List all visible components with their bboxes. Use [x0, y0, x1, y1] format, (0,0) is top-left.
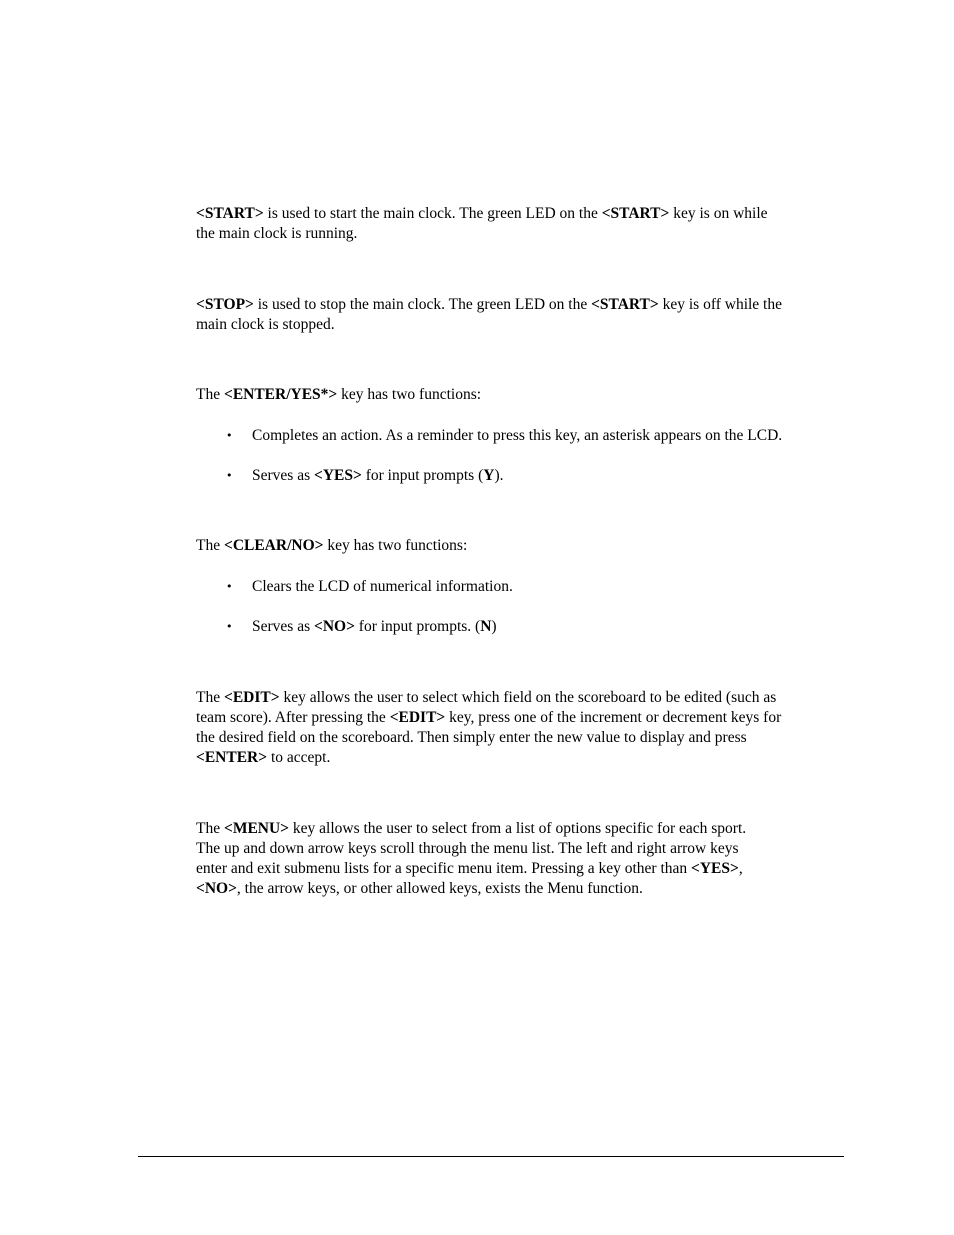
key-start: <START>: [591, 296, 659, 313]
key-clear-no: <CLEAR/NO>: [223, 537, 324, 554]
key-menu: <MENU>: [223, 820, 290, 837]
key-start: <START>: [196, 205, 264, 222]
key-no: <NO>: [314, 618, 355, 635]
key-edit: <EDIT>: [223, 689, 280, 706]
key-enter-yes: <ENTER/YES*>: [223, 386, 338, 403]
key-stop: <STOP>: [196, 296, 254, 313]
start-key-paragraph: <START> is used to start the main clock. The green LED on the <START> key is on while the main clock is running.: [196, 205, 768, 242]
key-no: <NO>: [196, 880, 237, 897]
clear-key-paragraph: The <CLEAR/NO> key has two functions:: [196, 537, 468, 554]
enter-key-paragraph: The <ENTER/YES*> key has two functions:: [196, 386, 482, 403]
footer-divider: [138, 1156, 844, 1157]
bullet-icon: •: [226, 580, 233, 593]
key-yes: <YES>: [691, 860, 739, 877]
stop-key-paragraph: <STOP> is used to stop the main clock. The green LED on the <START> key is off while the main clock is stopped.: [196, 296, 782, 333]
menu-key-paragraph: The <MENU> key allows the user to select from a list of options specific for each sport. The up and down arrow keys scroll through the menu list. The left and right arrow keys enter and exit submenu lists for a specific menu item. Pressing a key other than <YES>, <NO>, the arrow keys, or other allowed keys, exists the Menu function.: [196, 820, 747, 897]
key-enter: <ENTER>: [196, 749, 268, 766]
bullet-icon: •: [226, 429, 233, 442]
key-start: <START>: [601, 205, 670, 222]
edit-key-paragraph: The <EDIT> key allows the user to select which field on the scoreboard to be edited (such as team score). After pressing the <EDIT> key, press one of the increment or decrement keys for the desired field on the scoreboard. Then simply enter the new value to display and press <ENTER> to accept.: [196, 689, 782, 766]
key-yes: <YES>: [314, 467, 362, 484]
bullet-icon: •: [226, 469, 233, 482]
key-edit: <EDIT>: [389, 709, 446, 726]
bullet-icon: •: [226, 620, 233, 633]
